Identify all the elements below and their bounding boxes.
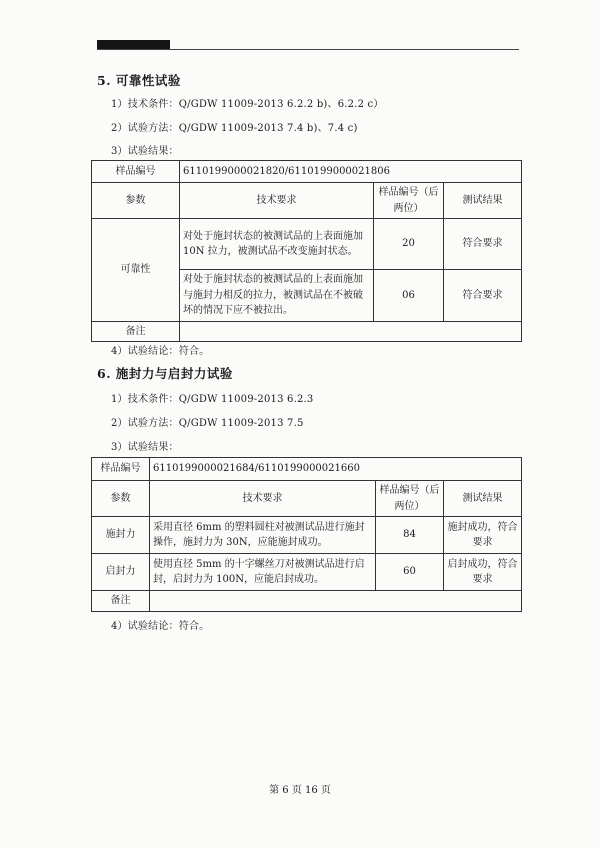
param-cell: 启封力 [92, 554, 150, 591]
requirement-cell: 对处于施封状态的被测试品的上表面施加与施封力相反的拉力，被测试品在不被破坏的情况下应不被拉出。 [180, 270, 374, 322]
sec5-test-result-label: 3）试验结果： [111, 146, 179, 157]
sec6-conclusion: 4）试验结论：符合。 [111, 621, 210, 632]
sec5-result-table [91, 160, 522, 342]
col-param: 参数 [92, 481, 150, 517]
sec6-test-method: 2）试验方法：Q/GDW 11009-2013 7.5 [111, 418, 304, 429]
result-cell: 符合要求 [444, 270, 522, 322]
requirement-cell: 使用直径 5mm 的十字螺丝刀对被测试品进行启封，启封力为 100N，应能启封成功。 [150, 554, 376, 591]
sample-id-value: 6110199000021684/6110199000021660 [150, 458, 522, 481]
col-result: 测试结果 [444, 183, 522, 219]
col-sample: 样品编号（后两位） [376, 481, 444, 517]
result-cell: 符合要求 [444, 219, 522, 270]
remark-label: 备注 [92, 321, 180, 342]
col-result: 测试结果 [444, 481, 522, 517]
sec6-result-table [91, 457, 522, 612]
requirement-cell: 采用直径 6mm 的塑料圆柱对被测试品进行施封操作，施封力为 30N，应能施封成功。 [150, 517, 376, 554]
requirement-cell: 对处于施封状态的被测试品的上表面施加 10N 拉力，被测试品不改变施封状态。 [180, 219, 374, 270]
remark-value [150, 591, 522, 612]
section-6-title: 6. 施封力与启封力试验 [97, 366, 233, 381]
sample-cell: 60 [376, 554, 444, 591]
sec6-test-result-label: 3）试验结果： [111, 442, 179, 453]
sample-cell: 20 [374, 219, 444, 270]
remark-label: 备注 [92, 591, 150, 612]
result-cell: 施封成功，符合要求 [444, 517, 522, 554]
sample-id-label: 样品编号 [92, 458, 150, 481]
table-row [92, 517, 522, 554]
col-requirement: 技术要求 [150, 481, 376, 517]
page-number: 第 6 页 16 页 [269, 785, 331, 796]
sec5-test-method: 2）试验方法：Q/GDW 11009-2013 7.4 b)、7.4 c) [111, 123, 358, 134]
sec5-tech-condition: 1）技术条件：Q/GDW 11009-2013 6.2.2 b)、6.2.2 c） [111, 99, 384, 110]
result-cell: 启封成功，符合要求 [444, 554, 522, 591]
sec5-conclusion: 4）试验结论：符合。 [111, 346, 210, 357]
col-requirement: 技术要求 [180, 183, 374, 219]
sec6-tech-condition: 1）技术条件：Q/GDW 11009-2013 6.2.3 [111, 394, 314, 405]
col-sample: 样品编号（后两位） [374, 183, 444, 219]
header-black-bar [97, 40, 170, 49]
sample-id-value: 6110199000021820/6110199000021806 [180, 161, 522, 183]
section-5-title: 5. 可靠性试验 [97, 73, 181, 88]
param-cell: 施封力 [92, 517, 150, 554]
table-row [92, 554, 522, 591]
remark-value [180, 321, 522, 342]
sample-id-label: 样品编号 [92, 161, 180, 183]
sample-cell: 06 [374, 270, 444, 322]
col-param: 参数 [92, 183, 180, 219]
table-row [92, 219, 522, 270]
param-cell: 可靠性 [92, 219, 180, 322]
header-rule [97, 49, 519, 50]
sample-cell: 84 [376, 517, 444, 554]
